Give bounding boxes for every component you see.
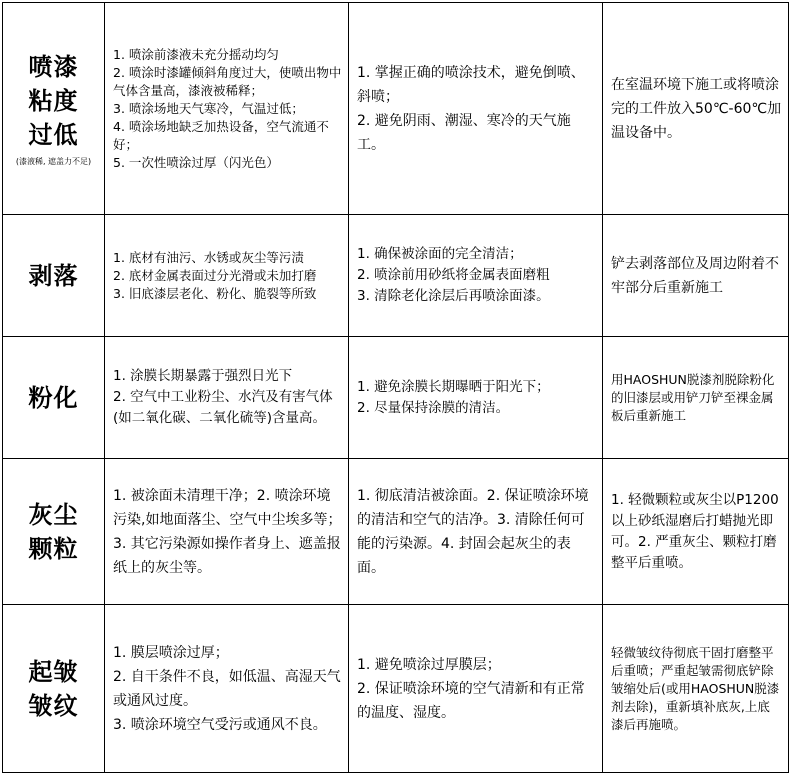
defect-name: 起皱皱纹 (28, 657, 79, 720)
cause-item: 1. 喷涂前漆液未充分摇动均匀 (113, 46, 279, 62)
cause-item: 1. 膜层喷涂过厚； (113, 644, 229, 661)
remedy-cell (603, 215, 789, 337)
defect-name-cell (3, 215, 105, 337)
cause-item: 2. 自干条件不良，如低温、高湿天气或通风过度。 (113, 668, 341, 709)
prevention-cell (349, 215, 603, 337)
remedy-cell (603, 337, 789, 459)
table-row (3, 337, 789, 459)
cause-item: 3. 喷涂场地天气寒冷，气温过低； (113, 100, 304, 116)
cause-item: 3. 喷涂环境空气受污或通风不良。 (113, 716, 327, 733)
defect-name-cell (3, 459, 105, 605)
cause-cell (105, 337, 349, 459)
prevention-item: 1. 避免喷涂过厚膜层； (357, 656, 501, 673)
prevention-cell (349, 3, 603, 215)
table-row (3, 459, 789, 605)
prevention-item: 1. 彻底清洁被涂面。2. 保证喷涂环境的清洁和空气的洁净。3. 清除任何可能的污染源。4. 封固会起灰尘的表面。 (357, 487, 589, 576)
prevention-item: 1. 避免涂膜长期曝晒于阳光下； (357, 378, 550, 395)
prevention-item: 2. 喷涂前用砂纸将金属表面磨粗 (357, 267, 550, 283)
remedy-item: 在室温环境下施工或将喷涂完的工件放入50℃-60℃加温设备中。 (611, 76, 782, 141)
cause-item: 1. 被涂面未清理干净；2. 喷涂环境污染,如地面落尘、空气中尘埃多等；3. 其它污染源如操作者身上、遮盖报纸上的灰尘等。 (113, 487, 342, 576)
cause-cell (105, 459, 349, 605)
table-row (3, 605, 789, 773)
cause-item: 2. 喷涂时漆罐倾斜角度过大，使喷出物中气体含量高，漆液被稀释； (113, 64, 342, 98)
remedy-cell (603, 459, 789, 605)
defect-name-cell (3, 605, 105, 773)
defect-name-cell (3, 337, 105, 459)
prevention-item: 2. 尽量保持涂膜的清洁。 (357, 399, 510, 416)
table-row (3, 3, 789, 215)
defect-name-cell (3, 3, 105, 215)
cause-item: 5. 一次性喷涂过厚（闪光色） (113, 154, 279, 170)
prevention-item: 1. 确保被涂面的完全清洁； (357, 246, 523, 262)
remedy-item: 1. 轻微颗粒或灰尘以P1200以上砂纸湿磨后打蜡抛光即可。2. 严重灰尘、颗粒打磨整平后重喷。 (611, 491, 779, 571)
defect-name: 粉化 (28, 383, 79, 412)
cause-item: 4. 喷涂场地缺乏加热设备，空气流通不好； (113, 118, 329, 152)
prevention-item: 3. 清除老化涂层后再喷涂面漆。 (357, 288, 550, 304)
prevention-cell (349, 337, 603, 459)
cause-item: 1. 底材有油污、水锈或灰尘等污渍 (113, 249, 304, 265)
cause-item: 2. 空气中工业粉尘、水汽及有害气体(如二氧化碳、二氧化硫等)含量高。 (113, 389, 333, 426)
remedy-item: 用HAOSHUN脱漆剂脱除粉化的旧漆层或用铲刀铲至裸金属板后重新施工 (611, 371, 775, 423)
prevention-item: 2. 保证喷涂环境的空气清新和有正常的温度、湿度。 (357, 680, 585, 721)
prevention-item: 2. 避免阴雨、潮湿、寒冷的天气施工。 (357, 112, 571, 153)
table-row (3, 215, 789, 337)
cause-cell (105, 605, 349, 773)
remedy-cell (603, 3, 789, 215)
defect-name: 喷漆粘度过低 (28, 52, 79, 149)
defect-note: (漆液稀, 遮盖力不足) (15, 156, 92, 166)
cause-cell (105, 215, 349, 337)
cause-item: 3. 旧底漆层老化、粉化、脆裂等所致 (113, 285, 317, 301)
cause-item: 2. 底材金属表面过分光滑或未加打磨 (113, 267, 317, 283)
defect-name: 灰尘颗粒 (28, 500, 79, 563)
cause-item: 1. 涂膜长期暴露于强烈日光下 (113, 368, 293, 384)
prevention-cell (349, 459, 603, 605)
prevention-cell (349, 605, 603, 773)
prevention-item: 1. 掌握正确的喷涂技术，避免倒喷、斜喷； (357, 64, 585, 105)
remedy-item: 铲去剥落部位及周边附着不牢部分后重新施工 (611, 255, 779, 296)
remedy-item: 轻微皱纹待彻底干固打磨整平后重喷；严重起皱需彻底铲除皱缩处后(或用HAOSHUN脱漆剂去除)，重新填补底灰,上底漆后再施喷。 (611, 644, 780, 732)
defect-table (2, 2, 789, 773)
cause-cell (105, 3, 349, 215)
defect-name: 剥落 (28, 261, 79, 290)
remedy-cell (603, 605, 789, 773)
